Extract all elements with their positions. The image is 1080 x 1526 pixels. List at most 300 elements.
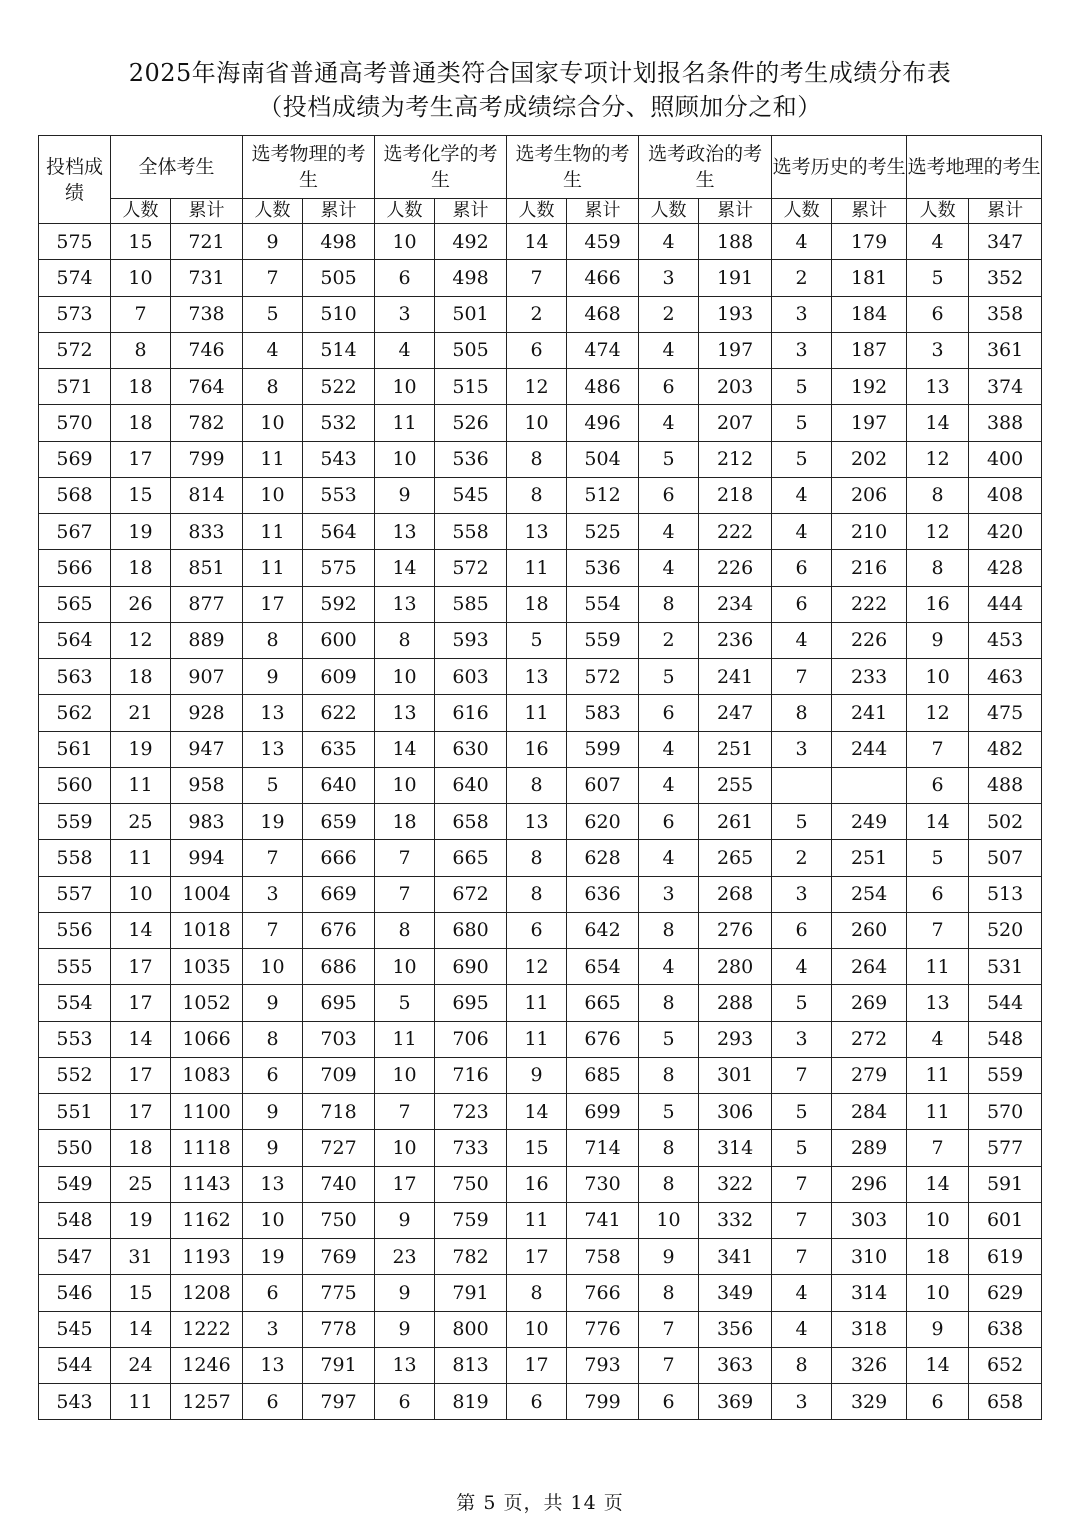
score-cell: 553 — [39, 1021, 111, 1057]
cumulative-cell: 268 — [699, 876, 772, 912]
count-cell: 14 — [907, 804, 969, 840]
cumulative-cell: 558 — [435, 514, 507, 550]
count-cell: 4 — [639, 949, 699, 985]
cumulative-cell: 994 — [171, 840, 243, 876]
cumulative-cell: 775 — [303, 1275, 375, 1311]
count-cell: 8 — [243, 622, 303, 658]
cumulative-cell: 536 — [435, 441, 507, 477]
cumulative-cell: 877 — [171, 586, 243, 622]
score-cell: 554 — [39, 985, 111, 1021]
count-cell: 4 — [772, 1311, 832, 1347]
cumulative-cell: 659 — [303, 804, 375, 840]
count-cell: 7 — [907, 731, 969, 767]
count-cell: 13 — [243, 1166, 303, 1202]
cumulative-cell: 233 — [832, 659, 907, 695]
cumulative-cell: 280 — [699, 949, 772, 985]
cumulative-cell: 575 — [303, 550, 375, 586]
count-cell: 3 — [243, 1311, 303, 1347]
cumulative-cell: 554 — [567, 586, 639, 622]
count-cell: 10 — [375, 1057, 435, 1093]
cumulative-cell: 680 — [435, 912, 507, 948]
cumulative-cell: 714 — [567, 1130, 639, 1166]
count-cell: 3 — [772, 731, 832, 767]
cumulative-cell: 545 — [435, 477, 507, 513]
count-cell: 17 — [111, 441, 171, 477]
score-cell: 555 — [39, 949, 111, 985]
cumulative-cell: 658 — [969, 1384, 1042, 1420]
cumulative-cell: 543 — [303, 441, 375, 477]
table-row — [39, 260, 1042, 296]
count-cell: 6 — [772, 586, 832, 622]
table-row — [39, 1347, 1042, 1383]
count-cell: 6 — [639, 369, 699, 405]
cumulative-cell: 685 — [567, 1057, 639, 1093]
cumulative-cell: 332 — [699, 1202, 772, 1238]
cumulative-cell: 686 — [303, 949, 375, 985]
cumulative-cell: 466 — [567, 260, 639, 296]
cumulative-cell: 249 — [832, 804, 907, 840]
count-cell: 3 — [243, 876, 303, 912]
count-cell: 10 — [375, 659, 435, 695]
count-cell: 9 — [243, 1094, 303, 1130]
score-cell: 573 — [39, 296, 111, 332]
count-cell: 19 — [243, 1239, 303, 1275]
count-cell: 13 — [243, 695, 303, 731]
table-row — [39, 1384, 1042, 1420]
cumulative-cell: 191 — [699, 260, 772, 296]
cumulative-cell: 515 — [435, 369, 507, 405]
cumulative-cell: 513 — [969, 876, 1042, 912]
cumulative-cell: 428 — [969, 550, 1042, 586]
count-cell: 5 — [243, 296, 303, 332]
cumulative-cell: 265 — [699, 840, 772, 876]
count-cell: 7 — [772, 1239, 832, 1275]
table-row — [39, 441, 1042, 477]
count-cell: 3 — [907, 332, 969, 368]
cumulative-cell: 1004 — [171, 876, 243, 912]
count-cell: 5 — [639, 659, 699, 695]
table-row — [39, 550, 1042, 586]
document-title: 2025年海南省普通高考普通类符合国家专项计划报名条件的考生成绩分布表 — [128, 59, 952, 87]
count-cell: 7 — [772, 1166, 832, 1202]
count-cell: 13 — [243, 731, 303, 767]
cumulative-cell: 486 — [567, 369, 639, 405]
cumulative-cell: 592 — [303, 586, 375, 622]
cumulative-cell: 276 — [699, 912, 772, 948]
count-cell: 16 — [907, 586, 969, 622]
cumulative-cell: 638 — [969, 1311, 1042, 1347]
count-cell: 18 — [111, 659, 171, 695]
cumulative-cell: 347 — [969, 224, 1042, 260]
count-cell: 18 — [111, 550, 171, 586]
cumulative-cell: 247 — [699, 695, 772, 731]
cumulative-cell: 504 — [567, 441, 639, 477]
count-cell: 4 — [639, 840, 699, 876]
count-cell: 5 — [772, 369, 832, 405]
cumulative-cell: 654 — [567, 949, 639, 985]
count-cell: 14 — [907, 1347, 969, 1383]
score-cell: 550 — [39, 1130, 111, 1166]
cumulative-cell: 601 — [969, 1202, 1042, 1238]
count-cell: 13 — [507, 659, 567, 695]
cumulative-cell: 260 — [832, 912, 907, 948]
count-cell: 4 — [907, 224, 969, 260]
count-cell: 13 — [375, 695, 435, 731]
cumulative-cell: 349 — [699, 1275, 772, 1311]
cumulative-cell: 463 — [969, 659, 1042, 695]
count-cell: 10 — [243, 405, 303, 441]
count-cell: 4 — [772, 514, 832, 550]
table-row — [39, 369, 1042, 405]
score-cell: 575 — [39, 224, 111, 260]
count-cell: 9 — [639, 1239, 699, 1275]
cumulative-cell: 1162 — [171, 1202, 243, 1238]
count-cell: 5 — [772, 405, 832, 441]
cumulative-cell: 303 — [832, 1202, 907, 1238]
count-cell: 8 — [639, 1057, 699, 1093]
count-cell: 14 — [111, 1311, 171, 1347]
count-cell: 7 — [772, 659, 832, 695]
cumulative-cell: 793 — [567, 1347, 639, 1383]
count-cell: 13 — [507, 804, 567, 840]
cumulative-cell: 193 — [699, 296, 772, 332]
cumulative-cell: 766 — [567, 1275, 639, 1311]
score-cell: 568 — [39, 477, 111, 513]
count-cell: 7 — [907, 912, 969, 948]
count-cell: 12 — [507, 369, 567, 405]
cumulative-cell: 1246 — [171, 1347, 243, 1383]
cumulative-cell: 459 — [567, 224, 639, 260]
cumulative-cell: 738 — [171, 296, 243, 332]
count-cell: 7 — [772, 1202, 832, 1238]
count-cell: 11 — [243, 441, 303, 477]
cumulative-cell: 665 — [567, 985, 639, 1021]
cumulative-cell: 640 — [303, 767, 375, 803]
count-cell: 5 — [243, 767, 303, 803]
cumulative-cell: 600 — [303, 622, 375, 658]
count-cell: 10 — [243, 477, 303, 513]
count-cell: 18 — [111, 1130, 171, 1166]
count-cell: 25 — [111, 804, 171, 840]
cumulative-cell: 526 — [435, 405, 507, 441]
cumulative-cell: 709 — [303, 1057, 375, 1093]
group-header-chemistry: 选考化学的考生 — [375, 136, 507, 199]
cumulative-cell: 733 — [435, 1130, 507, 1166]
count-cell: 10 — [243, 949, 303, 985]
count-cell: 6 — [639, 804, 699, 840]
cumulative-cell: 548 — [969, 1021, 1042, 1057]
count-cell: 18 — [111, 369, 171, 405]
count-cell: 17 — [375, 1166, 435, 1202]
table-row — [39, 1275, 1042, 1311]
count-cell: 14 — [375, 550, 435, 586]
cumulative-cell: 559 — [567, 622, 639, 658]
count-cell: 2 — [507, 296, 567, 332]
cumulative-cell: 652 — [969, 1347, 1042, 1383]
score-distribution-table — [38, 135, 1042, 1420]
count-cell: 5 — [907, 260, 969, 296]
table-row — [39, 1094, 1042, 1130]
count-cell: 5 — [772, 985, 832, 1021]
count-cell: 7 — [639, 1347, 699, 1383]
count-cell: 9 — [907, 1311, 969, 1347]
cumulative-cell: 341 — [699, 1239, 772, 1275]
table-row — [39, 659, 1042, 695]
count-cell: 8 — [507, 1275, 567, 1311]
cumulative-cell: 192 — [832, 369, 907, 405]
score-cell: 574 — [39, 260, 111, 296]
score-cell: 543 — [39, 1384, 111, 1420]
table-row — [39, 840, 1042, 876]
count-cell: 17 — [111, 985, 171, 1021]
cumulative-cell: 642 — [567, 912, 639, 948]
score-cell: 572 — [39, 332, 111, 368]
cumulative-cell: 570 — [969, 1094, 1042, 1130]
group-header-history: 选考历史的考生 — [772, 136, 907, 199]
count-cell: 10 — [907, 1202, 969, 1238]
cumulative-cell: 241 — [832, 695, 907, 731]
cumulative-cell: 782 — [171, 405, 243, 441]
count-cell: 17 — [243, 586, 303, 622]
count-cell: 6 — [639, 695, 699, 731]
cumulative-cell: 420 — [969, 514, 1042, 550]
cumulative-cell: 374 — [969, 369, 1042, 405]
score-cell: 565 — [39, 586, 111, 622]
cumulative-cell: 1035 — [171, 949, 243, 985]
cumulative-cell: 813 — [435, 1347, 507, 1383]
count-cell: 5 — [639, 1021, 699, 1057]
cumulative-subheader: 累计 — [171, 199, 243, 224]
count-cell: 10 — [907, 1275, 969, 1311]
count-cell: 10 — [375, 1130, 435, 1166]
cumulative-cell: 1143 — [171, 1166, 243, 1202]
count-cell: 8 — [907, 550, 969, 586]
cumulative-cell: 293 — [699, 1021, 772, 1057]
cumulative-cell: 329 — [832, 1384, 907, 1420]
score-cell: 558 — [39, 840, 111, 876]
cumulative-cell: 628 — [567, 840, 639, 876]
count-cell: 16 — [507, 731, 567, 767]
count-cell: 3 — [639, 260, 699, 296]
count-cell: 14 — [907, 405, 969, 441]
count-cell: 8 — [639, 1166, 699, 1202]
cumulative-cell: 553 — [303, 477, 375, 513]
cumulative-cell: 289 — [832, 1130, 907, 1166]
count-cell: 6 — [375, 260, 435, 296]
table-row — [39, 876, 1042, 912]
count-cell: 4 — [772, 949, 832, 985]
cumulative-cell: 187 — [832, 332, 907, 368]
score-cell: 559 — [39, 804, 111, 840]
count-cell: 7 — [111, 296, 171, 332]
count-cell: 13 — [907, 369, 969, 405]
table-row — [39, 767, 1042, 803]
score-cell: 570 — [39, 405, 111, 441]
score-cell: 564 — [39, 622, 111, 658]
cumulative-cell: 310 — [832, 1239, 907, 1275]
count-cell: 4 — [907, 1021, 969, 1057]
cumulative-cell: 502 — [969, 804, 1042, 840]
cumulative-cell: 958 — [171, 767, 243, 803]
table-row — [39, 731, 1042, 767]
count-cell: 7 — [243, 840, 303, 876]
count-cell: 18 — [907, 1239, 969, 1275]
cumulative-cell: 501 — [435, 296, 507, 332]
cumulative-cell: 522 — [303, 369, 375, 405]
cumulative-cell: 928 — [171, 695, 243, 731]
cumulative-cell: 188 — [699, 224, 772, 260]
table-row — [39, 296, 1042, 332]
cumulative-cell: 352 — [969, 260, 1042, 296]
count-cell: 7 — [375, 840, 435, 876]
count-cell: 4 — [639, 405, 699, 441]
score-cell: 563 — [39, 659, 111, 695]
count-cell: 11 — [907, 1057, 969, 1093]
count-cell: 17 — [507, 1347, 567, 1383]
score-cell: 544 — [39, 1347, 111, 1383]
count-cell: 4 — [639, 767, 699, 803]
count-cell: 8 — [639, 586, 699, 622]
cumulative-cell: 791 — [435, 1275, 507, 1311]
count-cell: 4 — [772, 1275, 832, 1311]
cumulative-cell: 797 — [303, 1384, 375, 1420]
count-cell: 9 — [375, 477, 435, 513]
count-cell: 12 — [507, 949, 567, 985]
cumulative-cell: 322 — [699, 1166, 772, 1202]
cumulative-cell: 718 — [303, 1094, 375, 1130]
cumulative-subheader: 累计 — [435, 199, 507, 224]
cumulative-cell — [832, 767, 907, 803]
cumulative-subheader: 累计 — [969, 199, 1042, 224]
cumulative-cell: 400 — [969, 441, 1042, 477]
count-cell: 7 — [375, 876, 435, 912]
cumulative-cell: 585 — [435, 586, 507, 622]
count-cell: 6 — [507, 912, 567, 948]
count-cell: 5 — [639, 1094, 699, 1130]
cumulative-subheader: 累计 — [699, 199, 772, 224]
count-cell: 12 — [907, 441, 969, 477]
count-cell: 10 — [375, 369, 435, 405]
cumulative-cell: 583 — [567, 695, 639, 731]
cumulative-cell: 1208 — [171, 1275, 243, 1311]
count-cell: 26 — [111, 586, 171, 622]
cumulative-cell: 721 — [171, 224, 243, 260]
cumulative-cell: 251 — [699, 731, 772, 767]
cumulative-cell: 408 — [969, 477, 1042, 513]
count-cell: 10 — [111, 260, 171, 296]
count-cell: 15 — [111, 224, 171, 260]
cumulative-cell: 216 — [832, 550, 907, 586]
count-cell: 10 — [111, 876, 171, 912]
cumulative-cell: 184 — [832, 296, 907, 332]
cumulative-cell: 284 — [832, 1094, 907, 1130]
cumulative-cell: 488 — [969, 767, 1042, 803]
group-header-geography: 选考地理的考生 — [907, 136, 1042, 199]
cumulative-cell: 740 — [303, 1166, 375, 1202]
cumulative-cell: 388 — [969, 405, 1042, 441]
table-row — [39, 985, 1042, 1021]
count-cell: 10 — [375, 441, 435, 477]
table-row — [39, 804, 1042, 840]
cumulative-subheader: 累计 — [567, 199, 639, 224]
count-cell: 6 — [243, 1057, 303, 1093]
cumulative-cell: 492 — [435, 224, 507, 260]
cumulative-cell: 676 — [567, 1021, 639, 1057]
cumulative-cell: 288 — [699, 985, 772, 1021]
cumulative-cell: 498 — [303, 224, 375, 260]
count-cell: 9 — [907, 622, 969, 658]
cumulative-cell: 1083 — [171, 1057, 243, 1093]
count-cell: 14 — [507, 1094, 567, 1130]
score-cell: 548 — [39, 1202, 111, 1238]
cumulative-cell: 723 — [435, 1094, 507, 1130]
cumulative-cell: 306 — [699, 1094, 772, 1130]
count-cell: 6 — [907, 296, 969, 332]
score-cell: 551 — [39, 1094, 111, 1130]
table-row — [39, 1166, 1042, 1202]
cumulative-cell: 318 — [832, 1311, 907, 1347]
table-row — [39, 1202, 1042, 1238]
count-cell: 10 — [507, 405, 567, 441]
count-cell: 7 — [639, 1311, 699, 1347]
count-cell: 14 — [375, 731, 435, 767]
count-cell: 5 — [507, 622, 567, 658]
count-cell: 8 — [639, 1130, 699, 1166]
count-cell: 15 — [507, 1130, 567, 1166]
count-cell: 4 — [243, 332, 303, 368]
cumulative-subheader: 累计 — [832, 199, 907, 224]
cumulative-cell: 669 — [303, 876, 375, 912]
document-subtitle: （投档成绩为考生高考成绩综合分、照顾加分之和） — [258, 93, 822, 121]
cumulative-cell: 799 — [567, 1384, 639, 1420]
count-cell: 3 — [772, 332, 832, 368]
cumulative-cell: 750 — [435, 1166, 507, 1202]
cumulative-cell: 236 — [699, 622, 772, 658]
cumulative-cell: 1066 — [171, 1021, 243, 1057]
count-cell: 11 — [111, 1384, 171, 1420]
cumulative-cell: 179 — [832, 224, 907, 260]
count-cell: 17 — [507, 1239, 567, 1275]
count-cell: 17 — [111, 1094, 171, 1130]
count-cell: 8 — [507, 477, 567, 513]
score-cell: 546 — [39, 1275, 111, 1311]
cumulative-cell: 629 — [969, 1275, 1042, 1311]
cumulative-cell: 279 — [832, 1057, 907, 1093]
table-row — [39, 1311, 1042, 1347]
count-cell: 25 — [111, 1166, 171, 1202]
cumulative-cell: 218 — [699, 477, 772, 513]
count-cell: 11 — [507, 550, 567, 586]
count-cell: 5 — [375, 985, 435, 1021]
score-cell: 556 — [39, 912, 111, 948]
count-cell: 6 — [907, 767, 969, 803]
cumulative-cell: 577 — [969, 1130, 1042, 1166]
cumulative-cell: 741 — [567, 1202, 639, 1238]
cumulative-cell: 778 — [303, 1311, 375, 1347]
cumulative-cell: 690 — [435, 949, 507, 985]
count-cell: 10 — [243, 1202, 303, 1238]
cumulative-cell: 363 — [699, 1347, 772, 1383]
count-cell: 11 — [507, 1021, 567, 1057]
cumulative-cell: 730 — [567, 1166, 639, 1202]
table-row — [39, 1057, 1042, 1093]
count-cell: 4 — [639, 332, 699, 368]
count-cell: 12 — [111, 622, 171, 658]
cumulative-cell: 947 — [171, 731, 243, 767]
cumulative-cell: 453 — [969, 622, 1042, 658]
cumulative-cell: 758 — [567, 1239, 639, 1275]
count-cell: 14 — [507, 224, 567, 260]
